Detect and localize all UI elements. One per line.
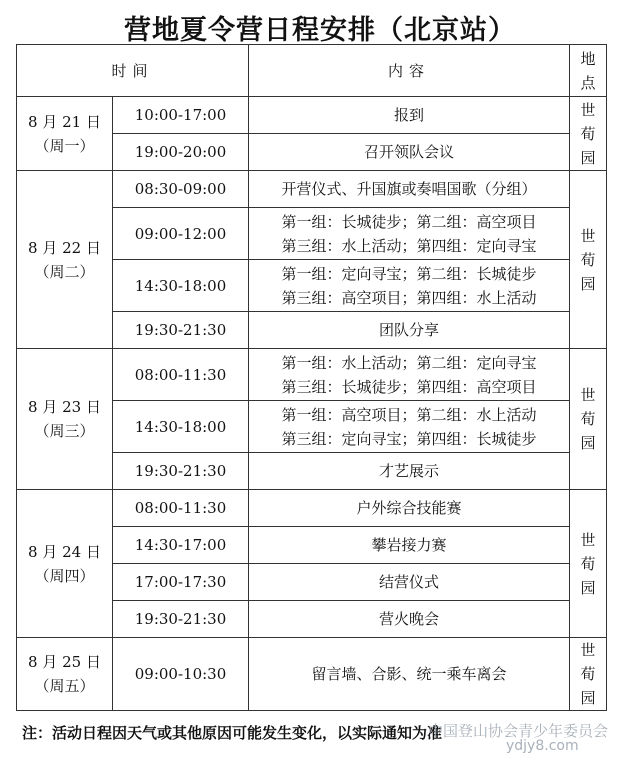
content-cell xyxy=(249,401,570,453)
location-text: 世荀园 xyxy=(580,530,596,597)
content-line: 户外综合技能赛 xyxy=(356,499,462,517)
content-line: 第一组：高空项目；第二组：水上活动 xyxy=(281,405,537,424)
time-cell: 08:00-11:30 xyxy=(113,490,249,527)
content-line: 开营仪式、升国旗或奏唱国歌（分组） xyxy=(281,180,537,198)
content-line: 第三组：水上活动；第四组：定向寻宝 xyxy=(281,236,537,255)
header-time: 时间 xyxy=(17,45,249,97)
time-cell: 10:00-17:00 xyxy=(113,97,249,134)
table-row xyxy=(17,97,607,134)
day-weekday: （周五） xyxy=(34,677,95,695)
time-cell: 14:30-17:00 xyxy=(113,527,249,564)
day-date-cell xyxy=(17,171,113,349)
page-title: 营地夏令营日程安排（北京站） xyxy=(124,15,516,46)
time-cell: 14:30-18:00 xyxy=(113,401,249,453)
watermark-url: ydjy8.com xyxy=(506,738,579,754)
content-line: 营火晚会 xyxy=(379,610,440,628)
content-cell xyxy=(249,260,570,312)
time-cell: 08:00-11:30 xyxy=(113,349,249,401)
day-date: 8 月 24 日 xyxy=(28,542,101,561)
time-cell: 08:30-09:00 xyxy=(113,171,249,208)
location-cell xyxy=(570,97,607,171)
location-text: 世荀园 xyxy=(580,641,596,707)
day-date-cell xyxy=(17,349,113,490)
footnote: 注：活动日程因天气或其他原因可能发生变化，以实际通知为准 xyxy=(22,724,443,742)
content-line: 团队分享 xyxy=(379,321,440,339)
day-date-cell xyxy=(17,490,113,638)
day-weekday: （周一） xyxy=(34,136,95,155)
location-text: 世荀园 xyxy=(580,100,596,167)
content-cell xyxy=(249,638,570,711)
time-cell: 09:00-10:30 xyxy=(113,638,249,711)
table-header-row xyxy=(17,45,607,97)
content-cell xyxy=(249,312,570,349)
day-date-cell xyxy=(17,97,113,171)
header-location xyxy=(570,45,607,97)
day-date: 8 月 21 日 xyxy=(28,112,101,131)
watermark xyxy=(428,720,609,754)
content-cell xyxy=(249,97,570,134)
content-cell xyxy=(249,564,570,601)
content-line: 第三组：定向寻宝；第四组：长城徒步 xyxy=(281,429,537,448)
watermark-text: 中国登山协会青少年委员会 xyxy=(428,722,609,740)
time-cell: 19:00-20:00 xyxy=(113,134,249,171)
content-cell xyxy=(249,208,570,260)
time-cell: 19:30-21:30 xyxy=(113,453,249,490)
location-cell xyxy=(570,171,607,349)
content-line: 第三组：高空项目；第四组：水上活动 xyxy=(281,288,537,307)
location-text: 世荀园 xyxy=(580,386,596,452)
content-cell xyxy=(249,134,570,171)
schedule-table xyxy=(16,44,607,711)
location-cell xyxy=(570,490,607,638)
table-row xyxy=(17,349,607,401)
time-cell: 14:30-18:00 xyxy=(113,260,249,312)
day-date: 8 月 22 日 xyxy=(28,238,101,257)
time-cell: 17:00-17:30 xyxy=(113,564,249,601)
content-cell xyxy=(249,453,570,490)
day-weekday: （周三） xyxy=(34,422,95,440)
day-date-cell xyxy=(17,638,113,711)
time-cell: 19:30-21:30 xyxy=(113,312,249,349)
header-content: 内容 xyxy=(249,45,570,97)
table-row xyxy=(17,490,607,527)
table-row xyxy=(17,171,607,208)
day-weekday: （周四） xyxy=(34,566,95,585)
location-cell xyxy=(570,638,607,711)
content-cell xyxy=(249,601,570,638)
content-line: 召开领队会议 xyxy=(364,143,455,161)
content-line: 第三组：长城徒步；第四组：高空项目 xyxy=(281,377,537,396)
header-location-text: 地点 xyxy=(580,49,596,92)
content-line: 第一组：定向寻宝；第二组：长城徒步 xyxy=(281,264,537,283)
table-row xyxy=(17,638,607,711)
day-date: 8 月 25 日 xyxy=(28,653,101,671)
content-cell xyxy=(249,349,570,401)
location-cell xyxy=(570,349,607,490)
content-line: 留言墙、合影、统一乘车离会 xyxy=(311,665,507,683)
content-line: 报到 xyxy=(394,106,425,124)
content-line: 攀岩接力赛 xyxy=(371,536,447,554)
location-text: 世荀园 xyxy=(580,226,596,293)
content-cell xyxy=(249,490,570,527)
content-cell xyxy=(249,527,570,564)
time-cell: 09:00-12:00 xyxy=(113,208,249,260)
content-line: 结营仪式 xyxy=(379,573,440,591)
content-line: 才艺展示 xyxy=(379,462,440,480)
content-line: 第一组：长城徒步；第二组：高空项目 xyxy=(281,212,537,231)
content-cell xyxy=(249,171,570,208)
day-date: 8 月 23 日 xyxy=(28,398,101,416)
content-line: 第一组：水上活动；第二组：定向寻宝 xyxy=(281,353,537,372)
time-cell: 19:30-21:30 xyxy=(113,601,249,638)
day-weekday: （周二） xyxy=(34,262,95,281)
